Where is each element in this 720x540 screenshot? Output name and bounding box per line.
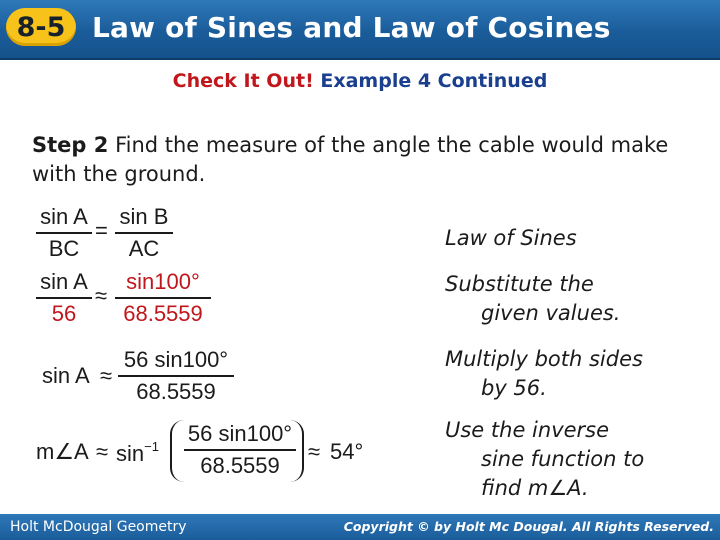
fraction-numerator: 56 sin100° [187, 421, 293, 446]
footer-bar [0, 514, 720, 540]
note-law-of-sines [445, 224, 705, 253]
note-line: Substitute the [445, 272, 594, 296]
lesson-number-badge: 8-5 [6, 8, 76, 46]
fraction-numerator: sin B [119, 204, 169, 229]
lesson-title: Law of Sines and Law of Cosines [92, 11, 611, 44]
fraction-bar [36, 232, 92, 234]
fraction-bar [118, 375, 234, 377]
left-parenthesis [170, 420, 184, 482]
fraction-denominator: 56 [51, 301, 77, 326]
example-title: Example 4 Continued [320, 70, 548, 92]
step-text: Find the measure of the angle the cable would make with the ground. [32, 133, 669, 186]
note-line: find m∠A. [481, 476, 589, 500]
approx-sign: ≈ [95, 283, 108, 308]
note-line: Use the inverse [445, 418, 610, 442]
fraction-sin100-68 [115, 268, 211, 328]
fraction-sinA-BC [36, 203, 92, 263]
example-heading [0, 70, 720, 92]
fraction-denominator: 68.5559 [200, 453, 280, 478]
fraction-56sin100-68 [118, 346, 234, 406]
note-substitute [445, 270, 705, 328]
note-line: given values. [481, 301, 621, 325]
equals-sign: = [95, 218, 108, 243]
note-inverse-sine [445, 416, 705, 503]
footer-publisher: Holt McDougal Geometry [10, 519, 187, 535]
fraction-numerator: sin100° [126, 269, 200, 294]
fraction-denominator: BC [48, 236, 80, 261]
sine-function [116, 439, 159, 467]
fraction-bar [115, 297, 211, 299]
fraction-denominator: 68.5559 [136, 379, 216, 404]
note-line: sine function to [481, 447, 645, 471]
approx-sign: ≈ [100, 363, 113, 388]
result-angle: 54° [330, 439, 364, 464]
note-line: Multiply both sides [445, 347, 643, 371]
fraction-bar [115, 232, 173, 234]
approx-sign: ≈ [96, 439, 109, 464]
fraction-sinA-56 [36, 268, 92, 328]
note-line: by 56. [481, 376, 547, 400]
lhs-sinA: sin A [42, 363, 90, 388]
fraction-denominator: AC [128, 236, 160, 261]
step-label: Step 2 [32, 133, 109, 157]
right-parenthesis [290, 420, 304, 482]
lhs-mA: m∠A [36, 439, 89, 464]
footer-copyright: Copyright © by Holt Mc Dougal. All Rights Reserved. [343, 519, 714, 534]
approx-sign-result: ≈ [308, 439, 321, 464]
fraction-bar [184, 449, 296, 451]
fraction-sinB-AC [115, 203, 173, 263]
check-it-out-label: Check It Out! [172, 70, 314, 92]
header-bar [0, 0, 720, 60]
note-line: Law of Sines [445, 226, 577, 250]
fraction-56sin100-68 [184, 420, 296, 480]
step-instruction [32, 131, 697, 189]
fraction-numerator: 56 sin100° [123, 347, 229, 372]
fraction-numerator: sin A [40, 269, 88, 294]
inverse-exponent: −1 [144, 439, 159, 454]
fraction-bar [36, 297, 92, 299]
fraction-numerator: sin A [40, 204, 88, 229]
sine-function-name: sin [116, 441, 145, 466]
fraction-denominator: 68.5559 [123, 301, 203, 326]
note-multiply [445, 345, 705, 403]
